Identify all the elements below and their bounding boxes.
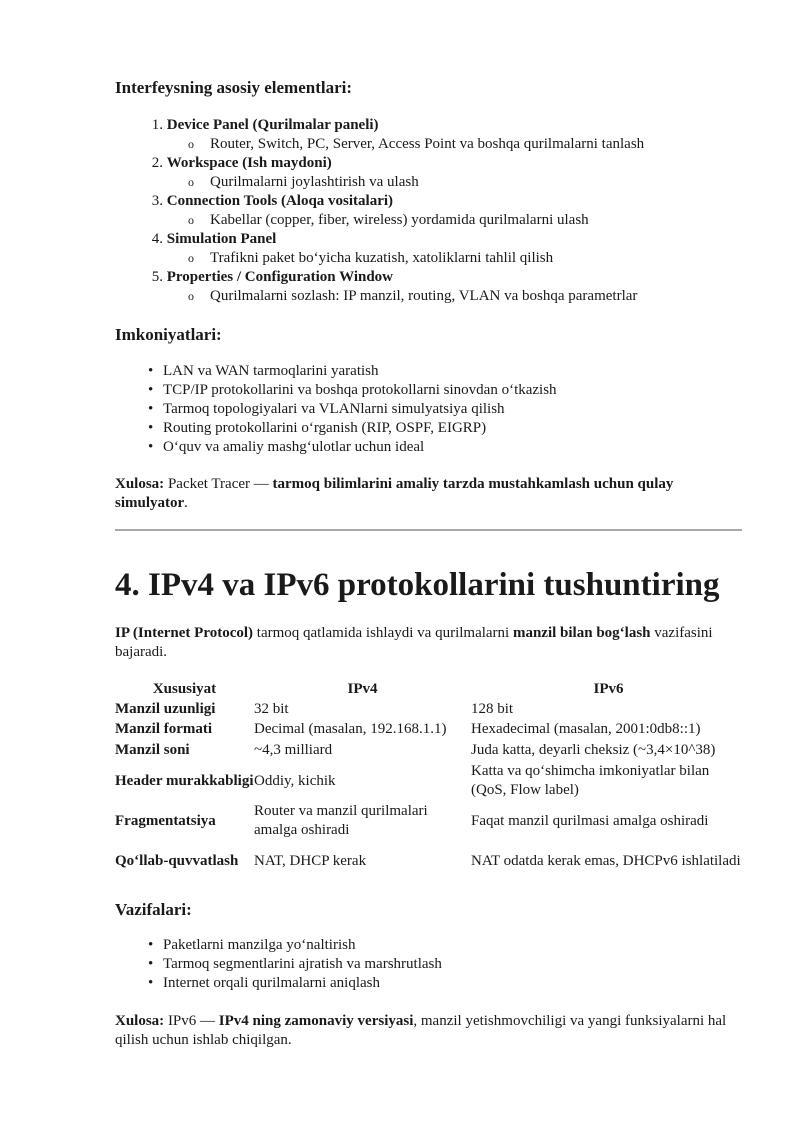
- item-description: Router, Switch, PC, Server, Access Point va boshqa qurilmalarni tanlash: [210, 136, 645, 152]
- row-ipv4: NAT, DHCP kerak: [254, 852, 367, 869]
- list-item: [115, 438, 755, 457]
- list-item: [115, 936, 755, 955]
- row-ipv6: Faqat manzil qurilmasi amalga oshiradi: [471, 812, 709, 829]
- item-title: Properties / Configuration Window: [166, 269, 394, 285]
- sub-marker: o: [188, 175, 194, 189]
- interface-elements-list: [115, 116, 755, 306]
- list-item: [115, 381, 755, 400]
- list-item: [115, 268, 755, 306]
- item-number: 2.: [151, 155, 163, 171]
- row-key: Header murakkabligi: [115, 772, 254, 789]
- table-row: [115, 761, 746, 801]
- table-row: [115, 801, 746, 841]
- interface-heading: Interfeysning asosiy elementlari:: [115, 78, 353, 97]
- row-ipv6: Juda katta, deyarli cheksiz (~3,4×10^38): [471, 742, 716, 758]
- item-title: Simulation Panel: [166, 231, 277, 247]
- bullet: •: [148, 975, 154, 991]
- table-row: [115, 719, 746, 740]
- summary-ipv6: [115, 1012, 745, 1050]
- bullet: •: [148, 937, 154, 953]
- table-header-row: [115, 680, 746, 700]
- list-item: [115, 419, 755, 438]
- item-number: 4.: [151, 231, 163, 247]
- sub-marker: o: [188, 289, 194, 303]
- row-key: Manzil formati: [115, 721, 213, 737]
- table-row: [115, 700, 746, 719]
- item-description: Kabellar (copper, fiber, wireless) yordamida qurilmalarni ulash: [210, 212, 589, 228]
- list-item: [115, 230, 755, 268]
- feature-text: TCP/IP protokollarini va boshqa protokollarni sinovdan o‘tkazish: [163, 382, 557, 398]
- row-ipv6: Katta va qo‘shimcha imkoniyatlar bilan (QoS, Flow label): [471, 763, 710, 798]
- list-item: [115, 362, 755, 381]
- header-feature: Xususiyat: [152, 681, 217, 697]
- list-item: [115, 400, 755, 419]
- comparison-table: [115, 680, 746, 881]
- bullet: •: [148, 439, 154, 455]
- row-ipv4: ~4,3 milliard: [254, 742, 333, 758]
- list-item: [115, 116, 755, 154]
- feature-text: Tarmoq topologiyalari va VLANlarni simulyatsiya qilish: [163, 401, 505, 417]
- task-text: Tarmoq segmentlarini ajratish va marshrutlash: [163, 956, 442, 972]
- header-ipv6: IPv6: [593, 681, 624, 697]
- list-item: [115, 154, 755, 192]
- bullet: •: [148, 401, 154, 417]
- task-text: Paketlarni manzilga yo‘naltirish: [163, 937, 356, 953]
- sub-marker: o: [188, 251, 194, 265]
- row-key: Qo‘llab-quvvatlash: [115, 852, 239, 869]
- summary-text: Packet Tracer —: [164, 476, 273, 492]
- bullet: •: [148, 363, 154, 379]
- summary-end: , manzil yetishmovchiligi va yangi funksiyalarni hal qilish uchun ishlab chiqilgan.: [115, 1013, 727, 1048]
- row-ipv6: NAT odatda kerak emas, DHCPv6 ishlatiladi: [471, 852, 741, 869]
- item-title: Connection Tools (Aloqa vositalari): [166, 193, 394, 209]
- tasks-list: [115, 936, 755, 993]
- tasks-heading: Vazifalari:: [115, 900, 192, 919]
- row-ipv4: Router va manzil qurilmalari amalga oshiradi: [254, 803, 428, 838]
- intro-text: tarmoq qatlamida ishlaydi va qurilmalarni: [253, 625, 513, 641]
- row-ipv4: Decimal (masalan, 192.168.1.1): [254, 721, 447, 737]
- intro-emphasis: IP (Internet Protocol): [115, 625, 254, 641]
- list-item: [115, 974, 755, 993]
- feature-text: Routing protokollarini o‘rganish (RIP, OSPF, EIGRP): [163, 420, 487, 436]
- summary-emphasis: IPv4 ning zamonaviy versiyasi: [218, 1013, 414, 1029]
- item-description: Trafikni paket bo‘yicha kuzatish, xatoliklarni tahlil qilish: [210, 250, 554, 266]
- row-key: Fragmentatsiya: [115, 812, 216, 829]
- row-ipv4: 32 bit: [254, 701, 289, 717]
- feature-text: LAN va WAN tarmoqlarini yaratish: [163, 363, 379, 379]
- table-row: [115, 740, 746, 761]
- summary-label: Xulosa:: [115, 476, 165, 492]
- row-ipv6: Hexadecimal (masalan, 2001:0db8::1): [471, 721, 701, 737]
- item-description: Qurilmalarni joylashtirish va ulash: [210, 174, 419, 190]
- task-text: Internet orqali qurilmalarni aniqlash: [163, 975, 381, 991]
- item-description: Qurilmalarni sozlash: IP manzil, routing, VLAN va boshqa parametrlar: [210, 288, 638, 304]
- intro-paragraph: [115, 624, 745, 662]
- row-key: Manzil soni: [115, 742, 190, 758]
- row-ipv4: Oddiy, kichik: [254, 772, 336, 789]
- summary-packet-tracer: [115, 475, 745, 513]
- sub-marker: o: [188, 137, 194, 151]
- item-title: Device Panel (Qurilmalar paneli): [166, 117, 379, 133]
- section-divider: [115, 529, 742, 531]
- bullet: •: [148, 956, 154, 972]
- summary-end: .: [184, 495, 188, 511]
- summary-label: Xulosa:: [115, 1013, 165, 1029]
- features-list: [115, 362, 755, 457]
- feature-text: O‘quv va amaliy mashg‘ulotlar uchun ideal: [163, 439, 425, 455]
- section-title: 4. IPv4 va IPv6 protokollarini tushuntiring: [115, 567, 720, 603]
- intro-text: vazifasini bajaradi.: [115, 625, 713, 660]
- features-heading: Imkoniyatlari:: [115, 325, 222, 344]
- header-ipv4: IPv4: [347, 681, 378, 697]
- bullet: •: [148, 420, 154, 436]
- row-ipv6: 128 bit: [471, 701, 514, 717]
- summary-text: IPv6 —: [164, 1013, 219, 1029]
- bullet: •: [148, 382, 154, 398]
- list-item: [115, 192, 755, 230]
- list-item: [115, 955, 755, 974]
- item-title: Workspace (Ish maydoni): [166, 155, 332, 171]
- intro-emphasis: manzil bilan bog‘lash: [512, 625, 651, 641]
- summary-emphasis: tarmoq bilimlarini amaliy tarzda mustahkamlash uchun qulay simulyator: [115, 476, 674, 511]
- item-number: 5.: [151, 269, 163, 285]
- row-key: Manzil uzunligi: [115, 701, 216, 717]
- item-number: 3.: [151, 193, 163, 209]
- sub-marker: o: [188, 213, 194, 227]
- item-number: 1.: [151, 117, 163, 133]
- table-row: [115, 841, 746, 881]
